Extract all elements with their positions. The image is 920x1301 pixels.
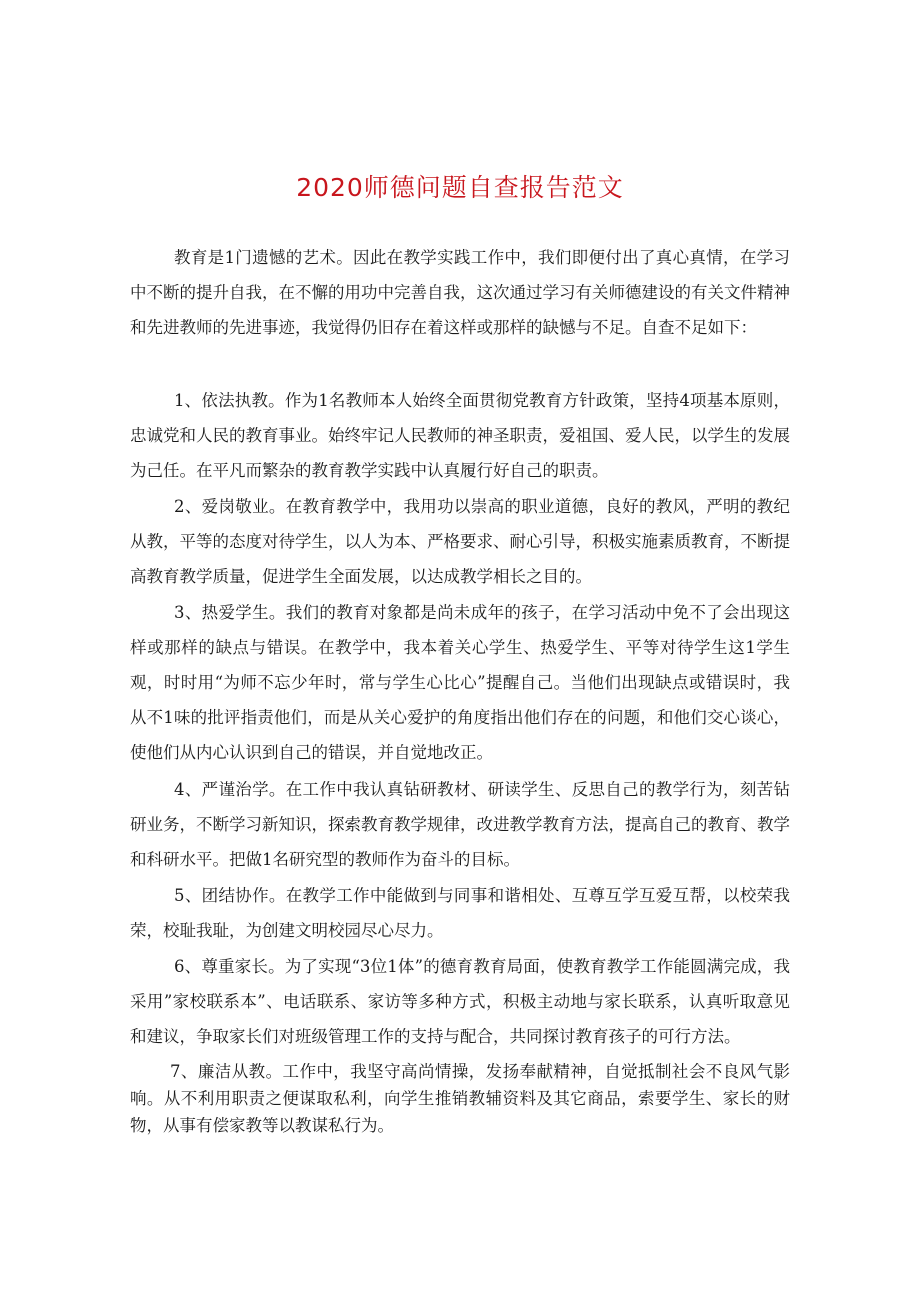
paragraph-love-students: 3、热爱学生。我们的教育对象都是尚未成年的孩子，在学习活动中免不了会出现这样或那样的缺点与错误。在教学中，我本着关心学生、热爱学生、平等对待学生这1学生观，时时用“为师不忘少年时，常与学生心比心”提醒自己。当他们出现缺点或错误时，我从不1味的批评指责他们，而是从关心爱护的角度指出他们存在的问题，和他们交心谈心，使他们从内心认识到自己的错误，并自觉地改正。 [130,603,790,762]
paragraph-integrity: 7、廉洁从教。工作中，我坚守高尚情操，发扬奉献精神，自觉抵制社会不良风气影响。从不利用职责之便谋取私利，向学生推销教辅资料及其它商品，索要学生、家长的财物，从事有偿家教等以教谋私行为。 [130,1062,790,1135]
paragraph-lawful-teaching: 1、依法执教。作为1名教师本人始终全面贯彻党教育方针政策，坚持4项基本原则，忠诚党和人民的教育事业。始终牢记人民教师的神圣职责，爱祖国、爱人民，以学生的发展为己任。在平凡而繁杂的教育教学实践中认真履行好自己的职责。 [130,391,790,480]
paragraph-respect-parents: 6、尊重家长。为了实现“3位1体”的德育教育局面，使教育教学工作能圆满完成，我采用”家校联系本”、电话联系、家访等多种方式，积极主动地与家长联系，认真听取意见和建议，争取家长们对班级管理工作的支持与配合，共同探讨教育孩子的可行方法。 [130,957,790,1046]
document-title: 2020师德问题自查报告范文 [296,173,624,202]
paragraph-love-job: 2、爱岗敬业。在教育教学中，我用功以崇高的职业道德，良好的教风，严明的教纪从教，平等的态度对待学生，以人为本、严格要求、耐心引导，积极实施素质教育，不断提高教育教学质量，促进学生全面发展，以达成教学相长之目的。 [130,497,790,586]
intro-paragraph: 教育是1门遗憾的艺术。因此在教学实践工作中，我们即便付出了真心真情，在学习中不断的提升自我，在不懈的用功中完善自我，这次通过学习有关师德建设的有关文件精神和先进教师的先进事迹，我觉得仍旧存在着这样或那样的缺憾与不足。自查不足如下： [130,248,790,337]
paragraph-rigorous-study: 4、严谨治学。在工作中我认真钻研教材、研读学生、反思自己的教学行为，刻苦钻研业务，不断学习新知识，探索教育教学规律，改进教学教育方法，提高自己的教育、教学和科研水平。把做1名研究型的教师作为奋斗的目标。 [130,780,790,869]
paragraph-cooperation: 5、团结协作。在教学工作中能做到与同事和谐相处、互尊互学互爱互帮，以校荣我荣，校耻我耻，为创建文明校园尽心尽力。 [130,886,790,940]
